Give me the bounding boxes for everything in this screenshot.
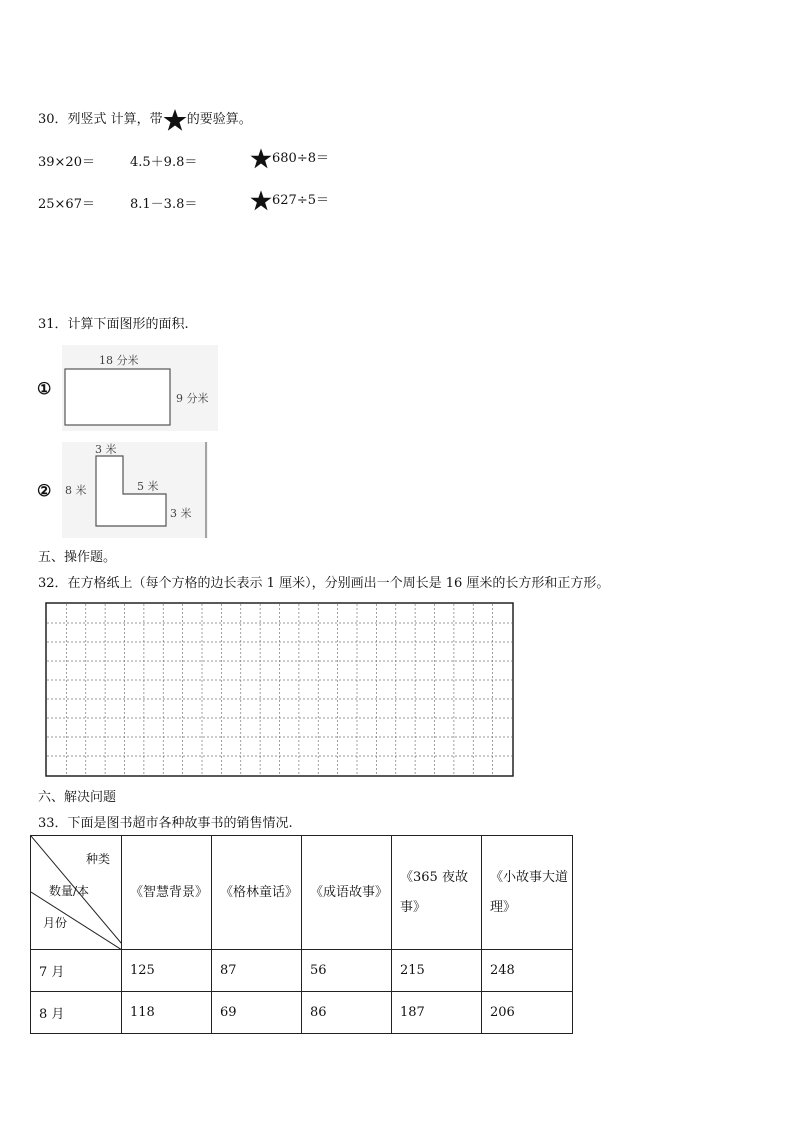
figure-2-top-label: 3 米 [95, 443, 117, 456]
value-cell: 248 [482, 950, 573, 992]
figure-1-top-label: 18 分米 [99, 354, 139, 367]
month-cell: 7 月 [31, 950, 122, 992]
figure-2-left-label: 8 米 [65, 484, 87, 497]
figure-2-l-shape [62, 442, 208, 538]
q30-expr-2-1: 25×67＝ [38, 197, 95, 212]
book-header: 《智慧背景》 [122, 836, 212, 950]
table-row [31, 950, 573, 992]
month-cell: 8 月 [31, 992, 122, 1034]
figure-1-side-label: 9 分米 [176, 392, 209, 405]
value-cell: 118 [122, 992, 212, 1034]
sales-table [30, 835, 573, 1034]
figure-1-marker: ① [37, 379, 52, 398]
q30-title [38, 108, 252, 131]
book-header: 《成语故事》 [302, 836, 392, 950]
q30-expr-1-1: 39×20＝ [38, 155, 95, 170]
corner-kind-label: 种类 [86, 852, 111, 866]
value-cell: 86 [302, 992, 392, 1034]
figure-2-right-label: 3 米 [170, 507, 192, 520]
q33-title: 33．下面是图书超市各种故事书的销售情况. [38, 816, 293, 831]
q30-expr-1-3: 680÷8＝ [272, 151, 329, 166]
q30-expr-2-3-wrap [250, 189, 329, 211]
corner-qty-label: 数量/本 [49, 884, 90, 898]
star-icon [163, 109, 187, 131]
q30-title-prefix: 30．列竖式 计算，带 [38, 112, 163, 127]
corner-month-label: 月份 [43, 916, 68, 930]
grid-paper [45, 602, 514, 777]
table-corner-cell [31, 836, 122, 950]
q30-expr-1-3-wrap [250, 147, 329, 169]
value-cell: 206 [482, 992, 573, 1034]
q31-title: 31．计算下面图形的面积. [38, 317, 189, 332]
star-icon [250, 190, 272, 211]
value-cell: 56 [302, 950, 392, 992]
value-cell: 215 [392, 950, 482, 992]
q30-expr-2-3: 627÷5＝ [272, 193, 329, 208]
q30-expr-1-2: 4.5＋9.8＝ [130, 155, 198, 170]
book-header: 《小故事大道理》 [482, 836, 573, 950]
section-5-title: 五、操作题。 [38, 550, 117, 565]
value-cell: 125 [122, 950, 212, 992]
q30-title-suffix: 的要验算。 [186, 112, 252, 127]
section-6-title: 六、解决问题 [38, 790, 117, 805]
value-cell: 87 [212, 950, 302, 992]
q30-expr-2-2: 8.1－3.8＝ [130, 197, 198, 212]
table-row [31, 992, 573, 1034]
book-header: 《格林童话》 [212, 836, 302, 950]
book-header: 《365 夜故事》 [392, 836, 482, 950]
value-cell: 187 [392, 992, 482, 1034]
star-icon [250, 148, 272, 169]
table-header-row [31, 836, 573, 950]
figure-2-mid-label: 5 米 [137, 480, 159, 493]
figure-2-marker: ② [37, 481, 52, 500]
value-cell: 69 [212, 992, 302, 1034]
figure-1-rectangle [62, 345, 218, 431]
q32-title: 32．在方格纸上（每个方格的边长表示 1 厘米），分别画出一个周长是 16 厘米的长方形和正方形。 [38, 576, 610, 591]
